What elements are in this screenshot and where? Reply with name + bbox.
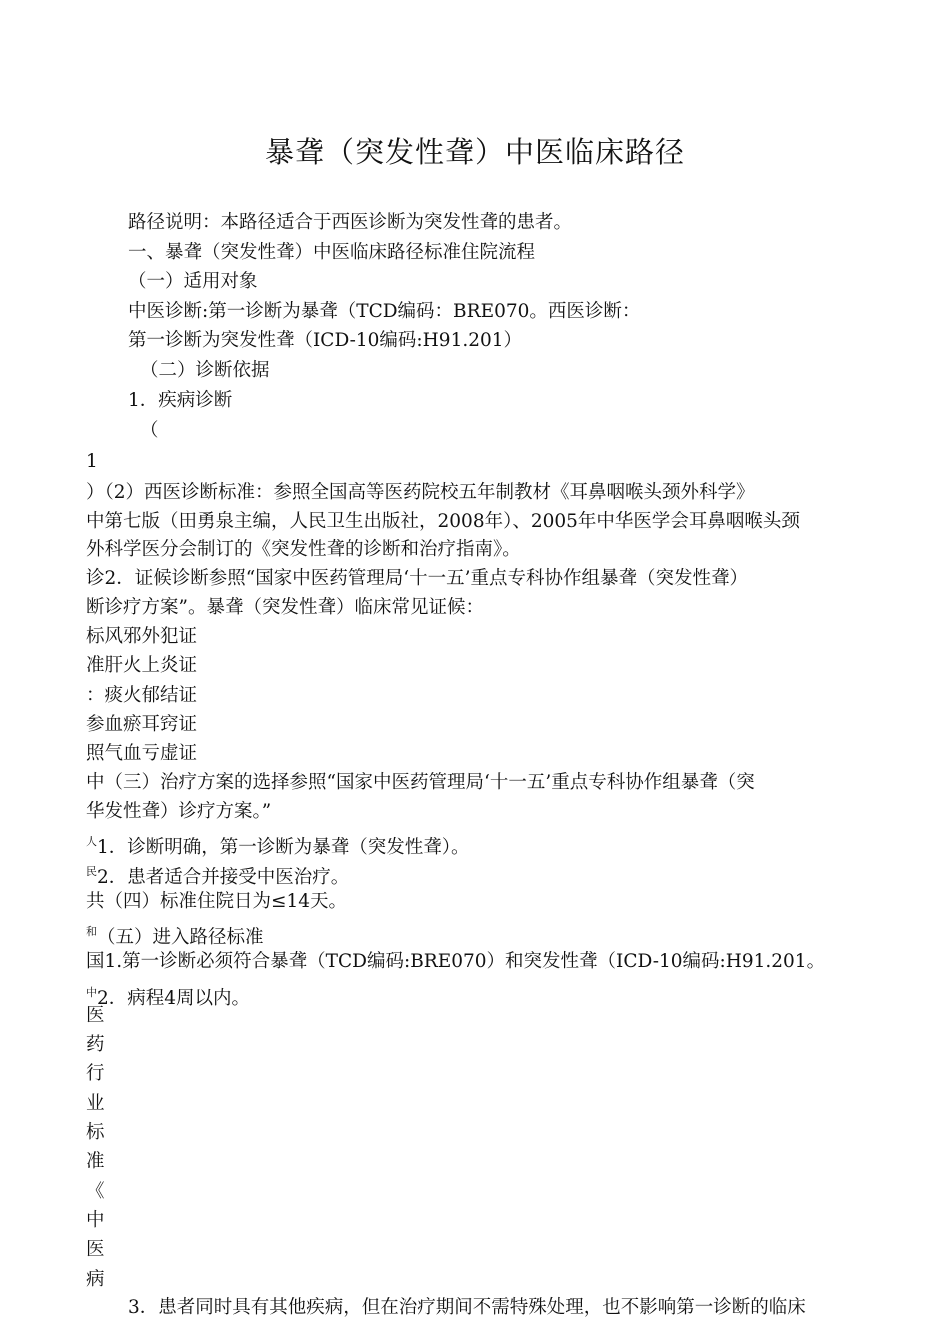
- paragraph-line: 共（四）标准住院日为≤14天。: [86, 891, 348, 912]
- section-heading-1: 一、暴聋（突发性聋）中医临床路径标准住院流程: [128, 242, 536, 263]
- list-heading: 1．疾病诊断: [128, 390, 233, 411]
- paragraph-line: 3．患者同时具有其他疾病，但在治疗期间不需特殊处理，也不影响第一诊断的临床: [128, 1297, 806, 1318]
- margin-mark: 民: [86, 865, 97, 878]
- paragraph-line: 中第七版（田勇泉主编，人民卫生出版社，2008年）、2005年中华医学会耳鼻咽喉头颈: [86, 511, 800, 532]
- list-item: $^中$2．病程4周以内。: [86, 986, 251, 1009]
- margin-mark: 和: [86, 925, 97, 938]
- subsection-heading: （二）诊断依据: [140, 360, 270, 381]
- stray-bracket: （: [140, 420, 159, 441]
- vertical-char: 业: [86, 1093, 105, 1114]
- path-description: 路径说明：本路径适合于西医诊断为突发性聋的患者。: [128, 212, 573, 233]
- paragraph-line: ）（2）西医诊断标准：参照全国高等医药院校五年制教材《耳鼻咽喉头颈外科学》: [86, 482, 755, 503]
- vertical-char: 准: [86, 1151, 105, 1172]
- syndrome-item: 照气血亏虚证: [86, 743, 198, 764]
- paragraph-line: 中医诊断:第一诊断为暴聋（TCD编码：BRE070。西医诊断：: [128, 301, 641, 322]
- paragraph-line: 第一诊断为突发性聋（ICD-10编码:H91.201）: [128, 330, 523, 351]
- margin-mark: 中: [86, 986, 97, 999]
- stray-number: 1: [86, 451, 98, 472]
- subsection-heading: （一）适用对象: [128, 271, 258, 292]
- vertical-char: 《: [86, 1181, 105, 1202]
- vertical-char: 中: [86, 1210, 105, 1231]
- syndrome-item: 标风邪外犯证: [86, 626, 198, 647]
- list-item: $^人$1．诊断明确，第一诊断为暴聋（突发性聋）。: [86, 835, 470, 858]
- vertical-char: 标: [86, 1122, 105, 1143]
- syndrome-item: 准肝火上炎证: [86, 655, 198, 676]
- paragraph-line: 华发性聋）诊疗方案。”: [86, 801, 272, 822]
- vertical-char: 药: [86, 1034, 105, 1055]
- vertical-char: 医: [86, 1005, 105, 1026]
- list-item: $^民$2．患者适合并接受中医治疗。: [86, 865, 350, 888]
- document-title: 暴聋（突发性聋）中医临床路径: [264, 135, 685, 169]
- vertical-char: 病: [86, 1269, 105, 1290]
- paragraph-line: 国1.第一诊断必须符合暴聋（TCD编码:BRE070）和突发性聋（ICD-10编码:H91.201。: [86, 951, 826, 972]
- paragraph-line: 外科学医分会制订的《突发性聋的诊断和治疗指南》。: [86, 539, 521, 560]
- syndrome-item: ：痰火郁结证: [86, 685, 198, 706]
- margin-mark: 人: [86, 835, 97, 848]
- paragraph-line: 诊2．证候诊断参照“国家中医药管理局‘十一五’重点专科协作组暴聋（突发性聋）: [86, 568, 748, 589]
- paragraph-line: 断诊疗方案”。暴聋（突发性聋）临床常见证候：: [86, 597, 484, 618]
- vertical-char: 医: [86, 1239, 105, 1260]
- subsection-heading: $^和$（五）进入路径标准: [86, 925, 264, 948]
- paragraph-line: 中（三）治疗方案的选择参照“国家中医药管理局‘十一五’重点专科协作组暴聋（突: [86, 772, 755, 793]
- syndrome-item: 参血瘀耳窍证: [86, 714, 198, 735]
- vertical-char: 行: [86, 1063, 105, 1084]
